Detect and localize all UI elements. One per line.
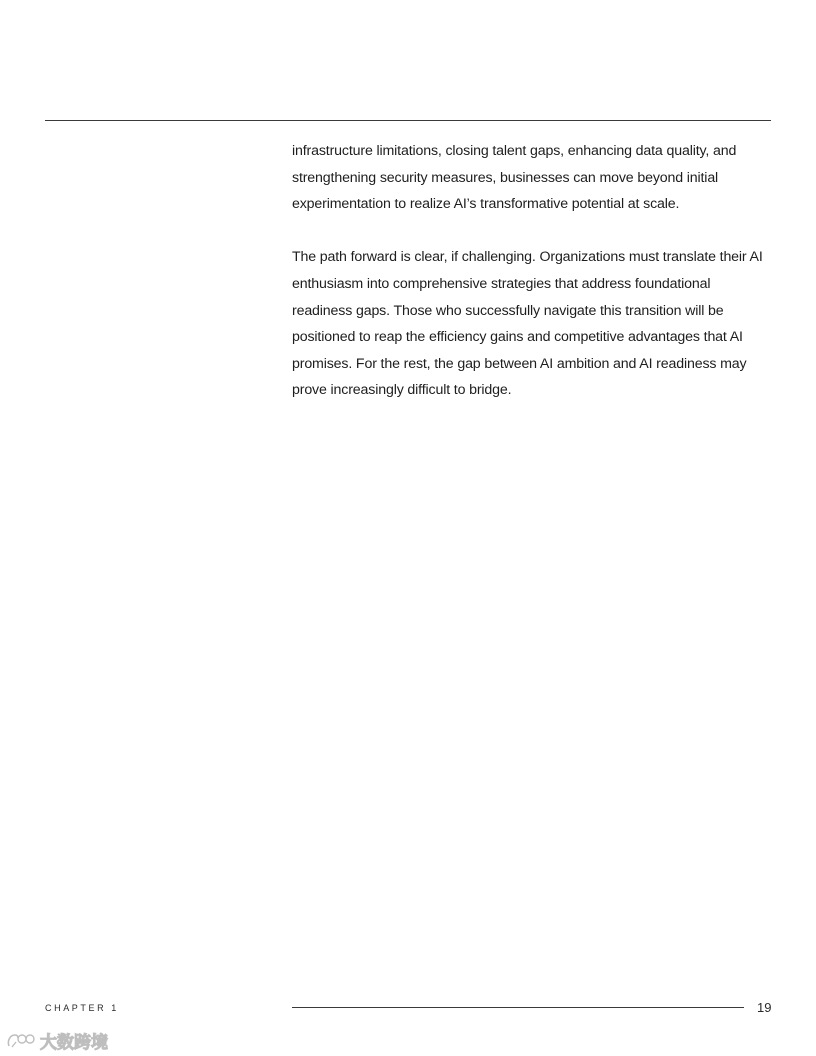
footer-divider: [292, 1007, 744, 1008]
watermark-logo-icon: [6, 1030, 36, 1050]
paragraph-1: infrastructure limitations, closing talent gaps, enhancing data quality, and strengthening security measures, businesses can move beyond initial experimentation to realize AI’s transformative potential at scale.: [292, 143, 737, 213]
watermark: [6, 1028, 108, 1052]
page-number: 19: [757, 1000, 772, 1015]
footer-chapter-label: CHAPTER 1: [45, 1003, 119, 1013]
main-body-text: [292, 138, 772, 431]
paragraph-2: The path forward is clear, if challenging. Organizations must translate their AI enthusiasm into comprehensive strategies that address foundational readiness gaps. Those who successfully navigate this transition will be positioned to reap the efficiency gains and competitive advantages that AI promises. For the rest, the gap between AI ambition and AI readiness may prove increasingly difficult to bridge.: [292, 249, 763, 399]
watermark-text: 大数跨境: [40, 1032, 108, 1053]
top-divider: [45, 120, 771, 121]
